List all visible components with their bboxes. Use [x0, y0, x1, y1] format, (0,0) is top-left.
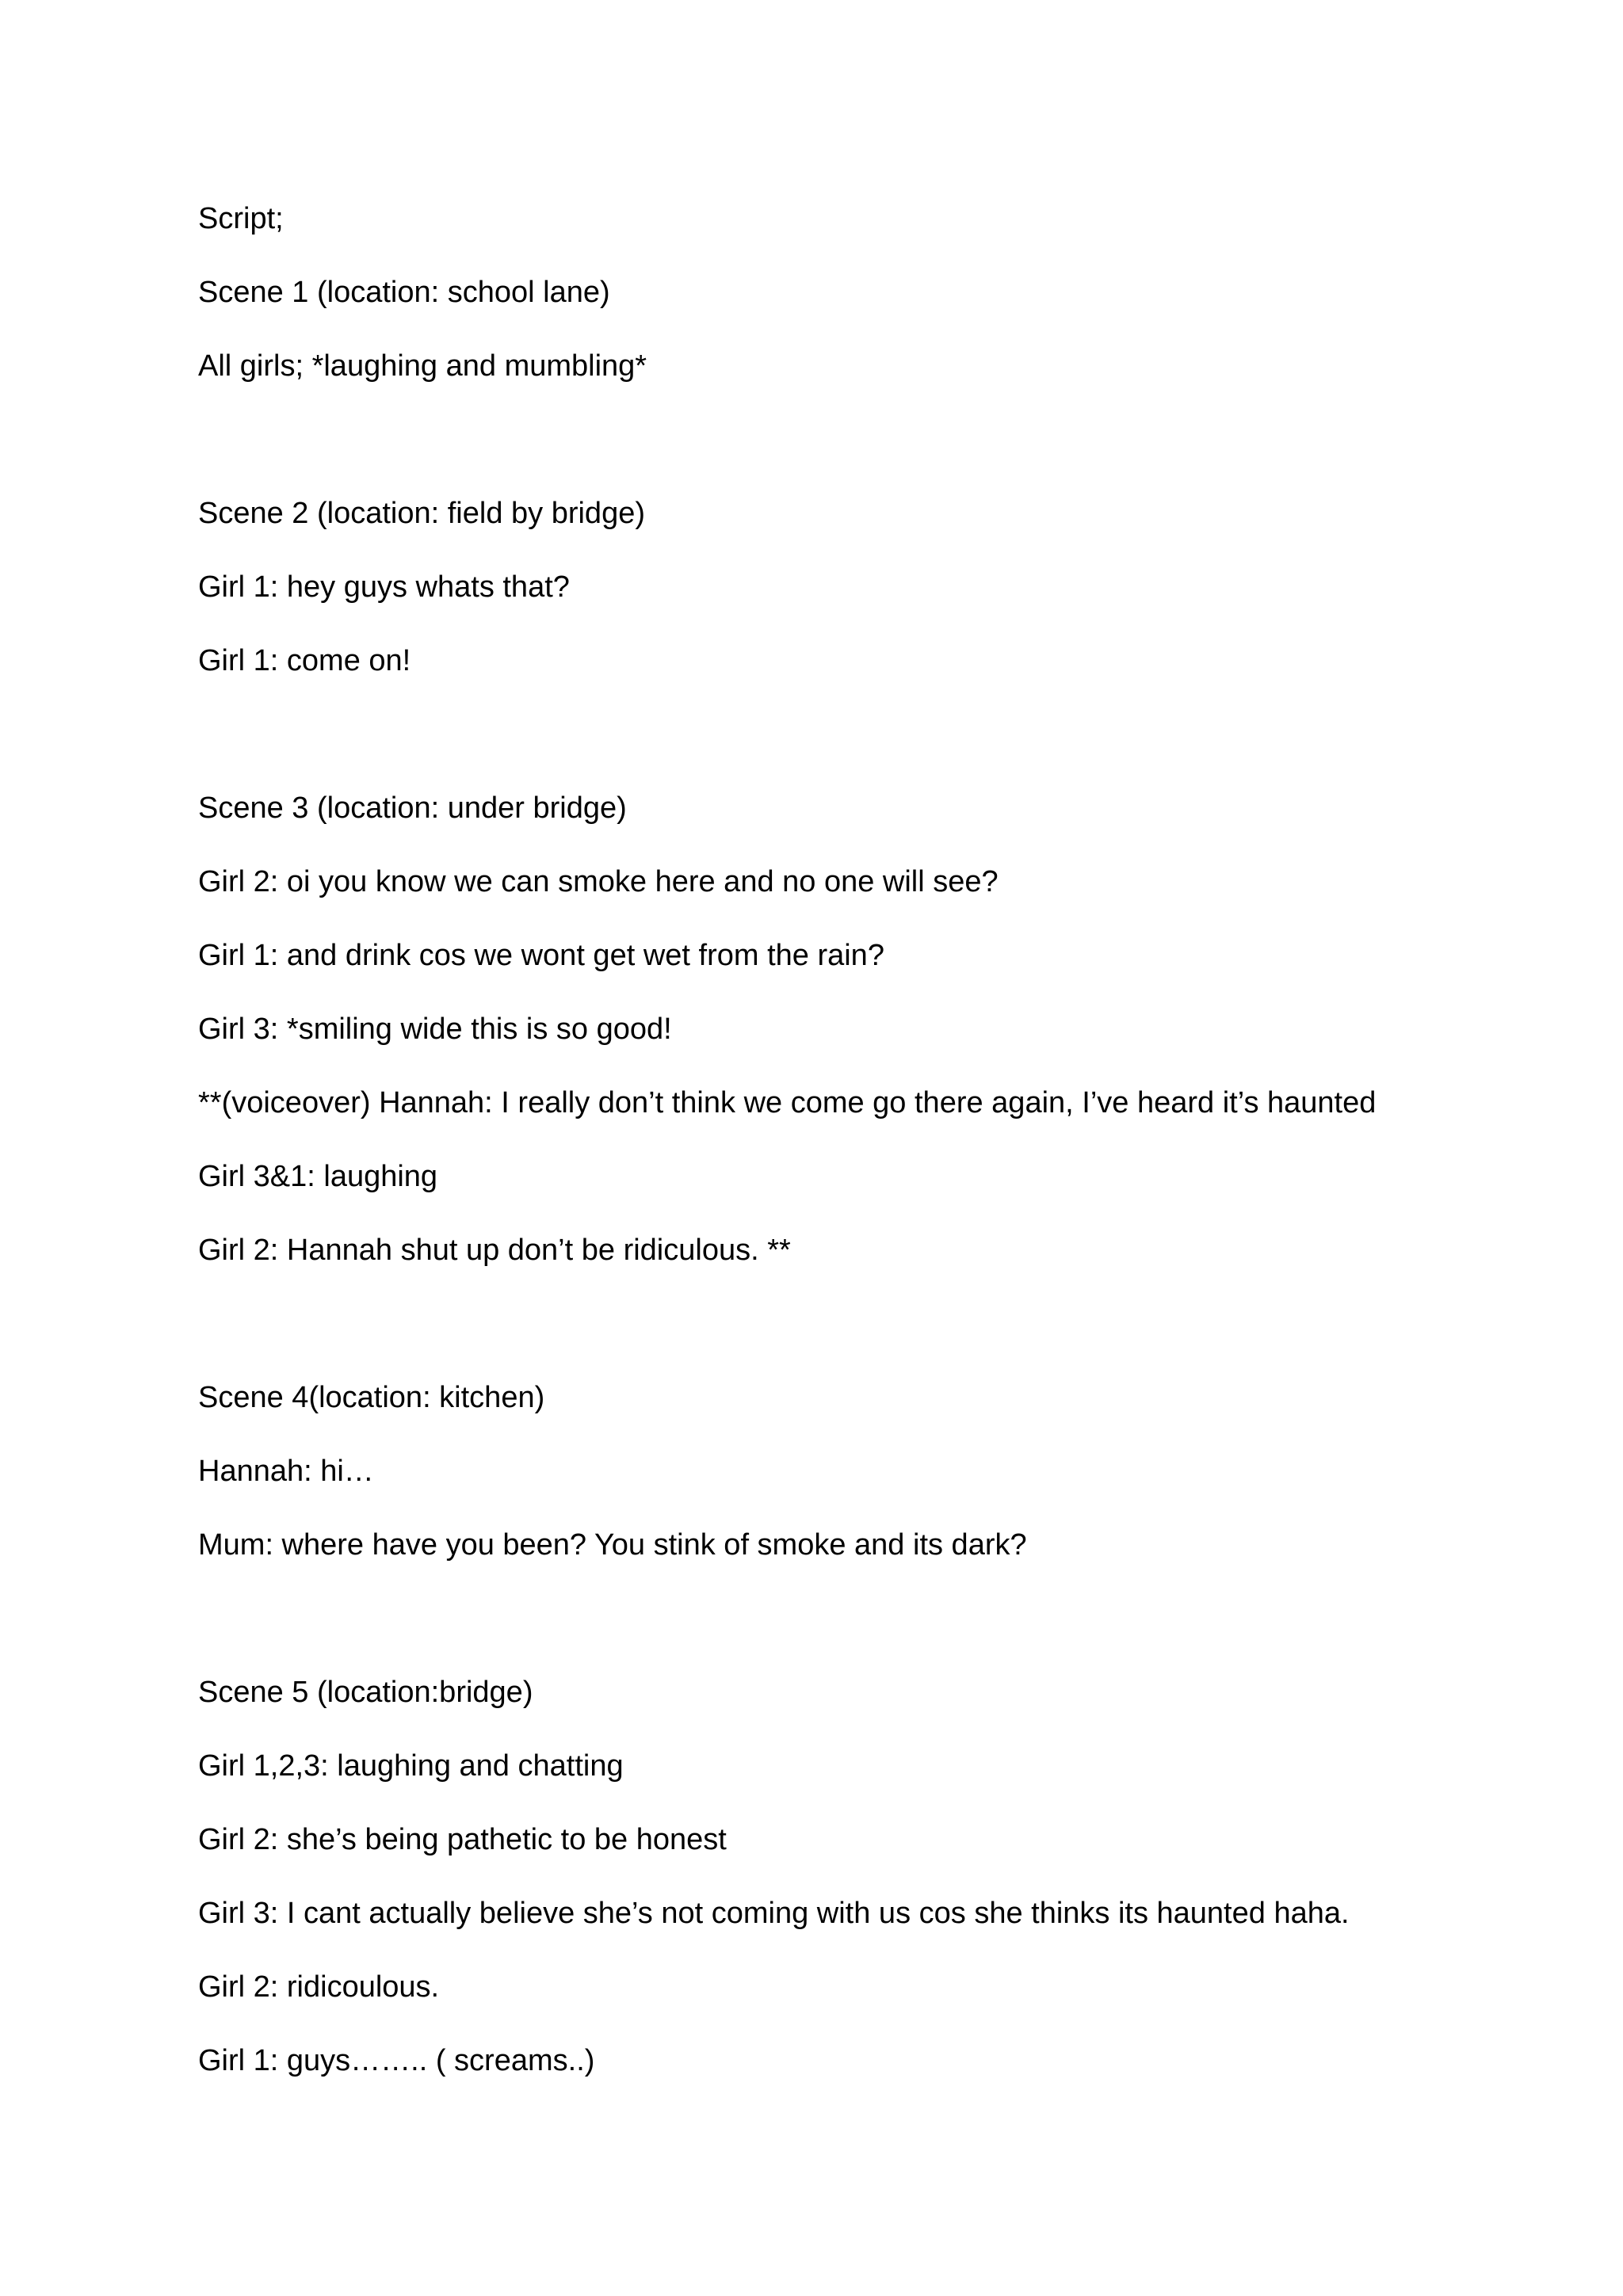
script-line-voiceover: **(voiceover) Hannah: I really don’t think we come go there again, I’ve heard it’s haunted	[198, 1086, 1377, 1119]
script-line: Girl 1: hey guys whats that?	[198, 570, 570, 604]
scene-5-heading: Scene 5 (location:bridge)	[198, 1676, 533, 1709]
script-line: Girl 1: come on!	[198, 644, 411, 677]
scene-1-heading: Scene 1 (location: school lane)	[198, 276, 610, 309]
script-line: Girl 2: she’s being pathetic to be honest	[198, 1823, 727, 1856]
script-heading: Script;	[198, 202, 284, 235]
script-line: Girl 1,2,3: laughing and chatting	[198, 1749, 624, 1783]
script-line: Hannah: hi…	[198, 1455, 374, 1488]
scene-4-heading: Scene 4(location: kitchen)	[198, 1381, 545, 1414]
script-line: Girl 1: guys…….. ( screams..)	[198, 2044, 595, 2077]
script-line: Girl 1: and drink cos we wont get wet from the rain?	[198, 939, 884, 972]
scene-2-heading: Scene 2 (location: field by bridge)	[198, 497, 645, 530]
script-line: Girl 3&1: laughing	[198, 1160, 438, 1193]
script-line: All girls; *laughing and mumbling*	[198, 349, 647, 383]
script-line: Girl 2: oi you know we can smoke here and no one will see?	[198, 865, 999, 898]
script-line: Girl 3: I cant actually believe she’s not coming with us cos she thinks its haunted haha.	[198, 1897, 1350, 1930]
script-line: Mum: where have you been? You stink of smoke and its dark?	[198, 1528, 1027, 1562]
scene-3-heading: Scene 3 (location: under bridge)	[198, 791, 627, 825]
script-line: Girl 2: Hannah shut up don’t be ridiculous. **	[198, 1234, 791, 1267]
script-line: Girl 2: ridicoulous.	[198, 1970, 440, 2004]
script-line: Girl 3: *smiling wide this is so good!	[198, 1013, 672, 1046]
